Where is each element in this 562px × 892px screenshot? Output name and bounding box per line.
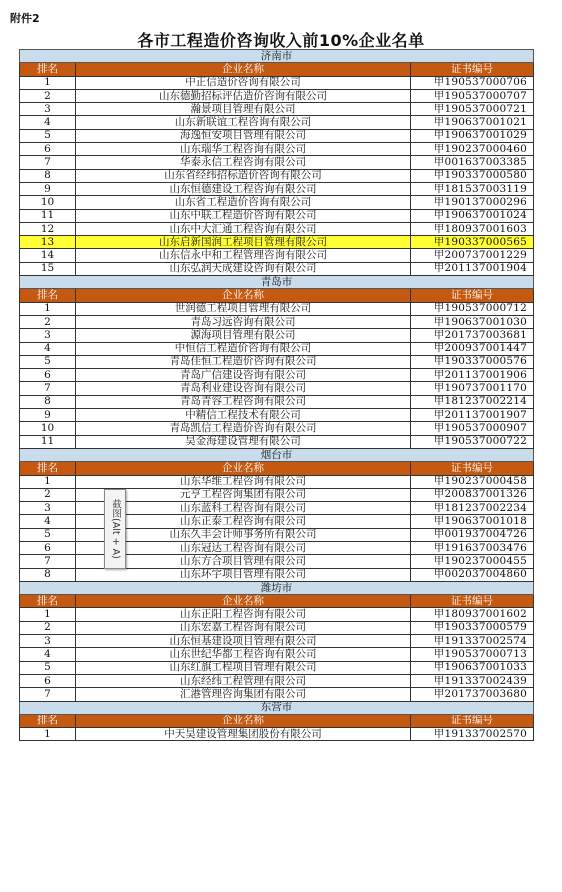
table-row <box>20 621 534 634</box>
table-row <box>20 435 534 448</box>
rank-cell: 8 <box>20 169 76 182</box>
table-row <box>20 728 534 741</box>
city-row <box>20 50 534 63</box>
header-cert: 证书编号 <box>411 595 534 608</box>
cert-number-cell: 甲190337000580 <box>411 169 534 182</box>
cert-number-cell: 甲190237000458 <box>411 475 534 488</box>
cert-number-cell: 甲191337002570 <box>411 728 534 741</box>
table-row <box>20 262 534 275</box>
rank-cell: 11 <box>20 435 76 448</box>
rank-cell: 11 <box>20 209 76 222</box>
company-name-cell: 山东久丰会计师事务所有限公司 <box>76 528 411 541</box>
cert-number-cell: 甲181237002234 <box>411 502 534 515</box>
company-name-cell: 元亨工程咨询集团有限公司 <box>76 488 411 501</box>
company-name-cell: 中精信工程技术有限公司 <box>76 409 411 422</box>
cert-number-cell: 甲201737003681 <box>411 329 534 342</box>
rank-cell: 7 <box>20 688 76 701</box>
enterprise-table <box>19 49 534 741</box>
table-row <box>20 103 534 116</box>
rank-cell: 5 <box>20 129 76 142</box>
company-name-cell: 青岛凯信工程造价咨询有限公司 <box>76 422 411 435</box>
company-name-cell: 中恒信工程造价咨询有限公司 <box>76 342 411 355</box>
company-name-cell: 华泰永信工程咨询有限公司 <box>76 156 411 169</box>
table-row <box>20 555 534 568</box>
rank-cell: 2 <box>20 621 76 634</box>
table-row <box>20 502 534 515</box>
cert-number-cell: 甲190537000713 <box>411 648 534 661</box>
table-row <box>20 608 534 621</box>
table-row <box>20 329 534 342</box>
cert-number-cell: 甲190537000721 <box>411 103 534 116</box>
cert-number-cell: 甲190637001029 <box>411 129 534 142</box>
table-row <box>20 116 534 129</box>
table-row <box>20 156 534 169</box>
table-row <box>20 382 534 395</box>
city-name: 青岛市 <box>20 276 534 289</box>
city-row <box>20 581 534 594</box>
cert-number-cell: 甲190537000712 <box>411 302 534 315</box>
cert-number-cell: 甲190737001170 <box>411 382 534 395</box>
rank-cell: 1 <box>20 728 76 741</box>
rank-cell: 5 <box>20 355 76 368</box>
rank-cell: 4 <box>20 342 76 355</box>
company-name-cell: 瀚景项目管理有限公司 <box>76 103 411 116</box>
cert-number-cell: 甲200937001447 <box>411 342 534 355</box>
cert-number-cell: 甲201137001906 <box>411 369 534 382</box>
table-row <box>20 568 534 581</box>
header-row <box>20 714 534 727</box>
rank-cell: 3 <box>20 329 76 342</box>
header-cert: 证书编号 <box>411 289 534 302</box>
rank-cell: 8 <box>20 395 76 408</box>
rank-cell: 1 <box>20 302 76 315</box>
cert-number-cell: 甲201137001904 <box>411 262 534 275</box>
header-name: 企业名称 <box>76 595 411 608</box>
rank-cell: 1 <box>20 475 76 488</box>
header-rank: 排名 <box>20 595 76 608</box>
company-name-cell: 源海项目管理有限公司 <box>76 329 411 342</box>
company-name-cell: 青岛习远咨询有限公司 <box>76 315 411 328</box>
company-name-cell: 山东正阳工程咨询有限公司 <box>76 608 411 621</box>
screenshot-tooltip <box>104 489 126 569</box>
cert-number-cell: 甲001937004726 <box>411 528 534 541</box>
header-row <box>20 63 534 76</box>
company-name-cell: 山东中联工程造价咨询有限公司 <box>76 209 411 222</box>
rank-cell: 4 <box>20 648 76 661</box>
rank-cell: 2 <box>20 315 76 328</box>
company-name-cell: 山东德勤招标评估造价咨询有限公司 <box>76 89 411 102</box>
table-row <box>20 89 534 102</box>
table-row <box>20 129 534 142</box>
rank-cell: 9 <box>20 182 76 195</box>
table-row <box>20 222 534 235</box>
cert-number-cell: 甲190537000707 <box>411 89 534 102</box>
cert-number-cell: 甲190337000576 <box>411 355 534 368</box>
table-row <box>20 342 534 355</box>
cert-number-cell: 甲190637001030 <box>411 315 534 328</box>
rank-cell: 2 <box>20 89 76 102</box>
cert-number-cell: 甲190337000565 <box>411 236 534 249</box>
table-row <box>20 395 534 408</box>
cert-number-cell: 甲190337000579 <box>411 621 534 634</box>
header-rank: 排名 <box>20 462 76 475</box>
cert-number-cell: 甲191337002439 <box>411 674 534 687</box>
cert-number-cell: 甲200737001229 <box>411 249 534 262</box>
rank-cell: 7 <box>20 382 76 395</box>
table-row <box>20 302 534 315</box>
attachment-label: 附件2 <box>10 12 40 25</box>
company-name-cell: 山东经纬工程管理有限公司 <box>76 674 411 687</box>
cert-number-cell: 甲190237000460 <box>411 143 534 156</box>
company-name-cell: 青岛广信建设咨询有限公司 <box>76 369 411 382</box>
city-name: 烟台市 <box>20 448 534 461</box>
cert-number-cell: 甲190637001021 <box>411 116 534 129</box>
company-name-cell: 中天昊建设管理集团股份有限公司 <box>76 728 411 741</box>
company-name-cell: 世润德工程项目管理有限公司 <box>76 302 411 315</box>
header-rank: 排名 <box>20 289 76 302</box>
rank-cell: 6 <box>20 674 76 687</box>
header-rank: 排名 <box>20 63 76 76</box>
table-row <box>20 315 534 328</box>
table-row <box>20 355 534 368</box>
company-name-cell: 山东环宇项目管理有限公司 <box>76 568 411 581</box>
rank-cell: 8 <box>20 568 76 581</box>
cert-number-cell: 甲190237000455 <box>411 555 534 568</box>
table-row <box>20 422 534 435</box>
table-row <box>20 475 534 488</box>
company-name-cell: 山东正泰工程咨询有限公司 <box>76 515 411 528</box>
table-row <box>20 661 534 674</box>
rank-cell: 10 <box>20 422 76 435</box>
city-row <box>20 701 534 714</box>
company-name-cell: 海逸恒安项目管理有限公司 <box>76 129 411 142</box>
cert-number-cell: 甲180937001603 <box>411 222 534 235</box>
rank-cell: 7 <box>20 555 76 568</box>
rank-cell: 12 <box>20 222 76 235</box>
header-cert: 证书编号 <box>411 714 534 727</box>
table-row <box>20 169 534 182</box>
table-row <box>20 143 534 156</box>
company-name-cell: 山东信永中和工程管理咨询有限公司 <box>76 249 411 262</box>
cert-number-cell: 甲190637001024 <box>411 209 534 222</box>
document-title: 各市工程造价咨询收入前10%企业名单 <box>137 31 425 50</box>
table-row <box>20 209 534 222</box>
company-name-cell: 汇港管理咨询集团有限公司 <box>76 688 411 701</box>
cert-number-cell: 甲201137001907 <box>411 409 534 422</box>
rank-cell: 3 <box>20 502 76 515</box>
cert-number-cell: 甲200837001326 <box>411 488 534 501</box>
header-cert: 证书编号 <box>411 63 534 76</box>
cert-number-cell: 甲191637003476 <box>411 541 534 554</box>
cert-number-cell: 甲190637001018 <box>411 515 534 528</box>
cert-number-cell: 甲190537000907 <box>411 422 534 435</box>
company-name-cell: 山东瑞华工程咨询有限公司 <box>76 143 411 156</box>
company-name-cell: 山东弘润天成建设咨询有限公司 <box>76 262 411 275</box>
table-row <box>20 648 534 661</box>
cert-number-cell: 甲190137000296 <box>411 196 534 209</box>
company-name-cell: 青岛利业建设咨询有限公司 <box>76 382 411 395</box>
rank-cell: 3 <box>20 103 76 116</box>
header-cert: 证书编号 <box>411 462 534 475</box>
city-row <box>20 276 534 289</box>
table-row <box>20 182 534 195</box>
company-name-cell: 山东红旗工程项目管理有限公司 <box>76 661 411 674</box>
cert-number-cell: 甲190637001033 <box>411 661 534 674</box>
rank-cell: 5 <box>20 528 76 541</box>
rank-cell: 6 <box>20 369 76 382</box>
table-row <box>20 196 534 209</box>
cert-number-cell: 甲190537000706 <box>411 76 534 89</box>
table-row <box>20 409 534 422</box>
company-name-cell: 山东冠达工程咨询有限公司 <box>76 541 411 554</box>
company-name-cell: 山东启新国润工程项目管理有限公司 <box>76 236 411 249</box>
cert-number-cell: 甲201737003680 <box>411 688 534 701</box>
rank-cell: 15 <box>20 262 76 275</box>
table-row <box>20 688 534 701</box>
header-name: 企业名称 <box>76 63 411 76</box>
cert-number-cell: 甲190537000722 <box>411 435 534 448</box>
city-row <box>20 448 534 461</box>
table-row <box>20 674 534 687</box>
cert-number-cell: 甲002037004860 <box>411 568 534 581</box>
table-row <box>20 249 534 262</box>
rank-cell: 13 <box>20 236 76 249</box>
company-name-cell: 山东世纪华都工程咨询有限公司 <box>76 648 411 661</box>
company-name-cell: 山东恒德建设工程咨询有限公司 <box>76 182 411 195</box>
table-row <box>20 369 534 382</box>
company-name-cell: 山东蓝科工程咨询有限公司 <box>76 502 411 515</box>
screenshot-tooltip-text: 截图(Alt + A) <box>110 499 121 559</box>
rank-cell: 1 <box>20 608 76 621</box>
rank-cell: 14 <box>20 249 76 262</box>
cert-number-cell: 甲191337002574 <box>411 635 534 648</box>
company-name-cell: 山东宏嘉工程咨询有限公司 <box>76 621 411 634</box>
rank-cell: 2 <box>20 488 76 501</box>
company-name-cell: 山东省经纬招标造价咨询有限公司 <box>76 169 411 182</box>
table-row <box>20 528 534 541</box>
city-name: 潍坊市 <box>20 581 534 594</box>
company-name-cell: 昊金海建设管理有限公司 <box>76 435 411 448</box>
company-name-cell: 青岛青容工程咨询有限公司 <box>76 395 411 408</box>
cert-number-cell: 甲180937001602 <box>411 608 534 621</box>
rank-cell: 10 <box>20 196 76 209</box>
rank-cell: 6 <box>20 143 76 156</box>
rank-cell: 6 <box>20 541 76 554</box>
table-row <box>20 76 534 89</box>
header-rank: 排名 <box>20 714 76 727</box>
cert-number-cell: 甲181537003119 <box>411 182 534 195</box>
header-row <box>20 595 534 608</box>
rank-cell: 4 <box>20 116 76 129</box>
rank-cell: 3 <box>20 635 76 648</box>
company-name-cell: 山东中大汇通工程咨询有限公司 <box>76 222 411 235</box>
company-name-cell: 山东省工程造价咨询有限公司 <box>76 196 411 209</box>
company-name-cell: 中正信造价咨询有限公司 <box>76 76 411 89</box>
company-name-cell: 山东方合项目管理有限公司 <box>76 555 411 568</box>
cert-number-cell: 甲181237002214 <box>411 395 534 408</box>
table-row <box>20 515 534 528</box>
rank-cell: 7 <box>20 156 76 169</box>
header-row <box>20 289 534 302</box>
company-name-cell: 山东恒基建设项目管理有限公司 <box>76 635 411 648</box>
header-name: 企业名称 <box>76 714 411 727</box>
rank-cell: 1 <box>20 76 76 89</box>
table-row <box>20 236 534 249</box>
company-name-cell: 山东新联谊工程咨询有限公司 <box>76 116 411 129</box>
rank-cell: 5 <box>20 661 76 674</box>
rank-cell: 9 <box>20 409 76 422</box>
header-name: 企业名称 <box>76 289 411 302</box>
company-name-cell: 青岛佳恒工程造价咨询有限公司 <box>76 355 411 368</box>
company-name-cell: 山东华维工程咨询有限公司 <box>76 475 411 488</box>
header-name: 企业名称 <box>76 462 411 475</box>
city-name: 东营市 <box>20 701 534 714</box>
table-row <box>20 635 534 648</box>
cert-number-cell: 甲001637003385 <box>411 156 534 169</box>
rank-cell: 4 <box>20 515 76 528</box>
city-name: 济南市 <box>20 50 534 63</box>
table-row <box>20 488 534 501</box>
header-row <box>20 462 534 475</box>
table-row <box>20 541 534 554</box>
